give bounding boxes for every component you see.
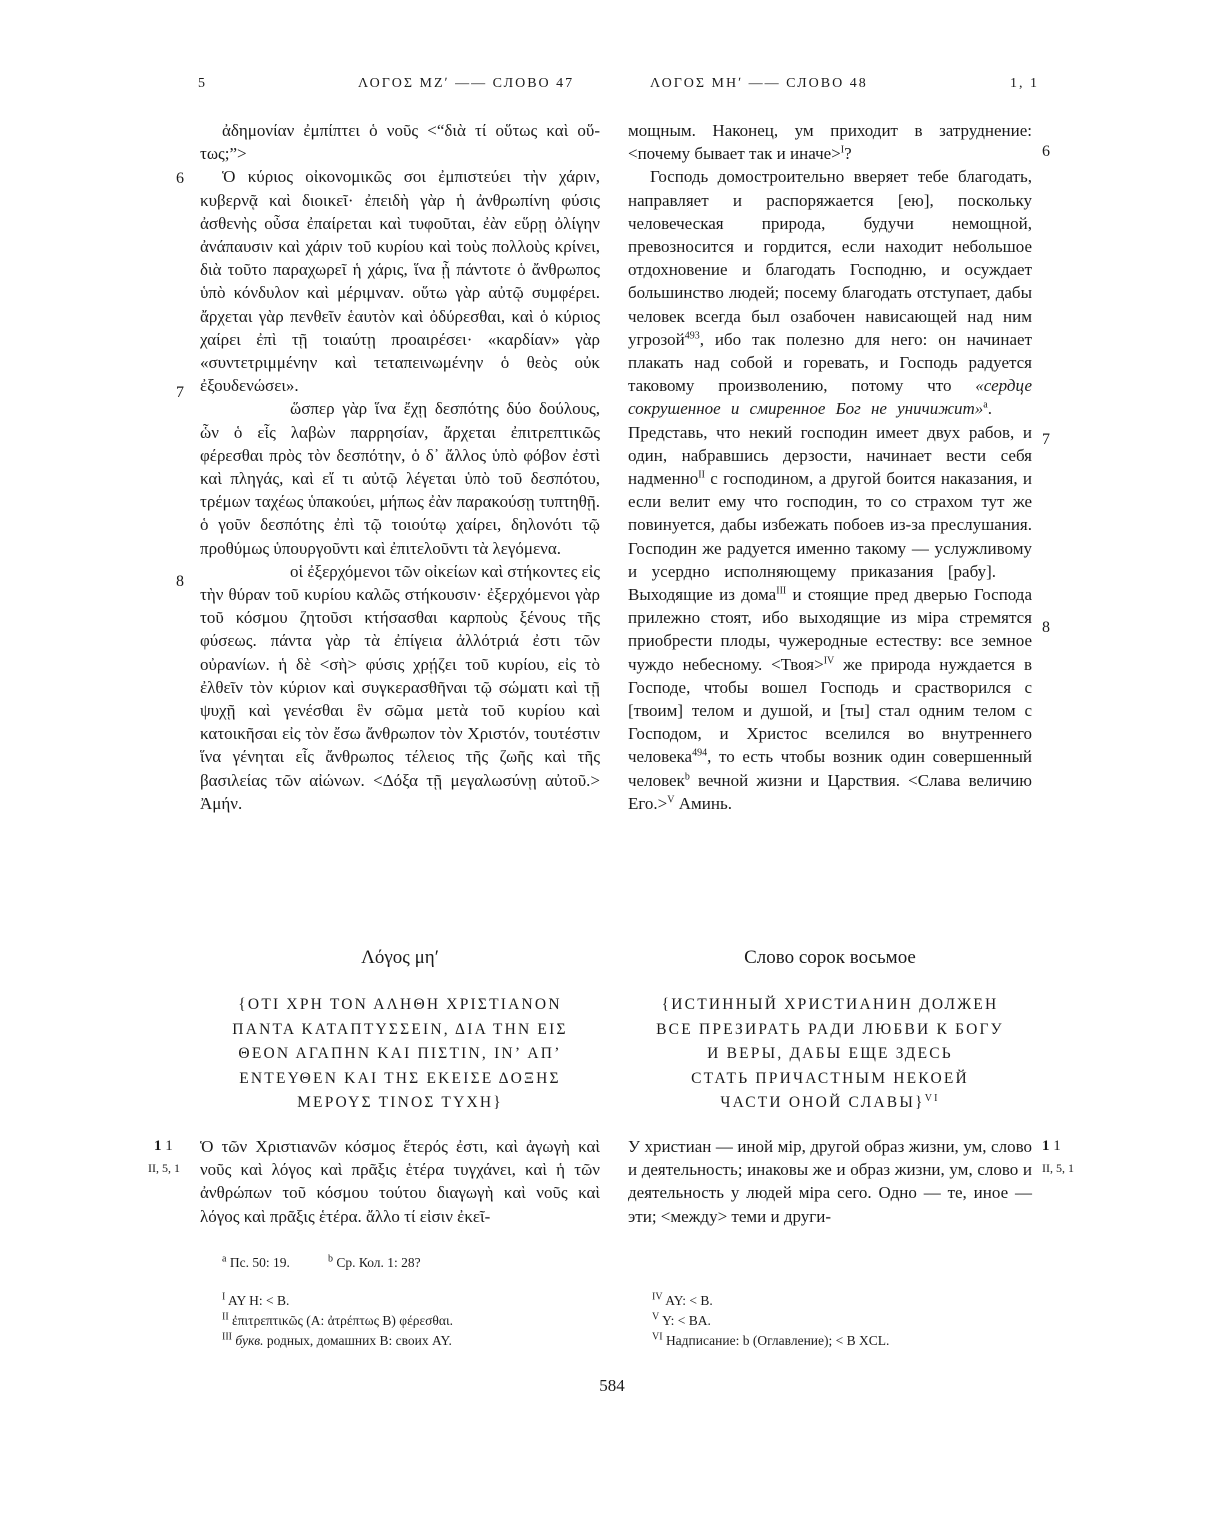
margin-number-6-right: 6 (1042, 143, 1050, 160)
scripture-quote: «сердце сокрушенное и смиренное Бог не уничижит» (628, 376, 1032, 419)
margin-section-1-1-left: 1 1 (154, 1138, 173, 1154)
russian-section-7: Представь, что некий господин имеет двух рабов, и один, набравшись дерзости, начинает вести себя надменно$^{II}$ с господином, а другой боится наказания, и если велит ему что господин, то со страхом тут же повинуется, дабы избежать побоев из-за преслушания. Господин же радуется именно такому — услужливому и усердно исполняющему приказания [рабу]. (628, 422, 1032, 581)
endnote-ref-493[interactable]: 493 (684, 330, 700, 342)
page-number: 584 (599, 1376, 625, 1395)
margin-number-6-left: 6 (176, 170, 184, 187)
greek-continuation: ἀδημονίαν ἐμπίπτει ὁ νοῦς <“διὰ τί οὕτως καὶ οὕ-τως;”> (200, 121, 600, 164)
margin-number-7-right: 7 (1042, 431, 1050, 448)
apparatus-note-VI: $^{VI}$ Надписание: b (Оглавление); < B XCL. (652, 1331, 890, 1348)
greek-section-8: οἱ ἐξερχόμενοι τῶν οἰκείων καὶ στήκοντες εἰς τὴν θύραν τοῦ κυρίου καλῶς στήκουσιν· ἐξερχόμενοι γὰρ τοῦ κόσμου ζητοῦσι κτήσασθαι καρποὺς ξένους τῆς φύσεως. πάντα γὰρ τὰ ἐπίγεια ἀλλότριά ἐστι τῶν οὐρανίων. ἡ δὲ <σὴ> φύσις χρῄζει τοῦ κυρίου, εἰς τὸ ἐλθεῖν τὸν κύριον καὶ συγκερασθῆναι τῷ σώματι καὶ τῇ ψυχῇ καὶ γενέσθαι ἓν σῶμα μετὰ τοῦ κυρίου καὶ κατοικῆσαι εἰς τὸν ἔσω ἄνθρωπον τὸν Χριστόν, τουτέστιν ἵνα γένηται εἷς ἄνθρωπος τέλειος τῆς ζωῆς καὶ τῆς βασιλείας τῶν αἰώνων. <Δόξα τῇ μεγαλωσύνῃ αὐτοῦ.> Ἀμήν. (200, 561, 600, 813)
footnote-ref-a[interactable]: a (983, 399, 988, 411)
right-running-title: ΛΟΓΟΣ ΜΗʹ —— СЛОВО 48 (650, 76, 868, 91)
footnote-a: $^a$ Пс. 50: 19. (222, 1253, 290, 1270)
margin-section-1-1-right: 1 1 (1042, 1138, 1061, 1154)
greek-title-48: Λόγος μηʹ (361, 947, 439, 968)
apparatus-note-I: $^I$ AY H: < B. (222, 1291, 290, 1308)
margin-number-8-right: 8 (1042, 619, 1050, 636)
greek-section-6: Ὁ κύριος οἰκονομικῶς σοι ἐμπιστεύει τὴν χάριν, κυβερνᾷ καὶ διοικεῖ· ἐπειδὴ γὰρ ἡ ἀνθρωπίνη φύσις ἀσθενὴς οὖσα ἐπαίρεται καὶ τυφοῦται, ἐὰν εὕρῃ ὀλίγην ἀνάπαυσιν καὶ χάριν τοῦ κυρίου καὶ τοὺς πολλοὺς κρίνει, διὰ τοῦτο παραχωρεῖ ἡ χάρις, ἵνα ᾖ πάντοτε ὁ ἄνθρωπος ὑπὸ κόνδυλον καὶ μέριμναν. οὕτω γὰρ αὐτῷ συμφέρει. ἄρχεται γὰρ πενθεῖν ἑαυτὸν καὶ ὀδύρεσθαι, καὶ ὁ κύριος χαίρει ἐπὶ τῇ τοιαύτῃ προαιρέσει· «καρδίαν» γὰρ «συντετριμμένην καὶ τεταπεινωμένην ὁ θεὸς οὐκ ἐξουδενώσει». (200, 167, 600, 396)
greek-column-47 (200, 119, 600, 815)
endnote-ref-494[interactable]: 494 (692, 747, 708, 759)
russian-title-48: Слово сорок восьмое (744, 947, 916, 968)
apparatus-note-V: $^V$ Y: < BA. (652, 1311, 711, 1328)
margin-ref-right: II, 5, 1 (1042, 1161, 1074, 1175)
left-page-number: 5 (198, 76, 207, 91)
margin-number-7-left: 7 (176, 384, 184, 401)
greek-section-7: ὥσπερ γὰρ ἵνα ἔχῃ δεσπότης δύο δούλους, ὧν ὁ εἷς λαβὼν παρρησίαν, ἄρχεται ἐπιτρεπτικῶς φέρεσθαι πρὸς τὸν δεσπότην, ὁ δ᾽ ἄλλος ὑπὸ φόβον ἐστὶ καὶ πληγάς, καὶ εἴ τι αὐτῷ λέγεται ὑπὸ τοῦ δεσπότου, τρέμων ταχέως ὑπακούει, μήπως ἐὰν παρακούσῃ τυπτηθῇ. ὁ γοῦν δεσπότης ἐπὶ τῷ τοιούτῳ χαίρει, δηλονότι τῷ προθύμως ὑπουργοῦντι καὶ ἐπιτελοῦντι τὰ λεγόμενα. (200, 399, 600, 558)
greek-subtitle-48: {ΟΤΙ ΧΡΗ ΤΟΝ ΑΛΗΘΗ ΧΡΙΣΤΙΑΝΟΝ ΠΑΝΤΑ ΚΑΤΑΠΤΥΣΣΕΙΝ, ΔΙΑ ΤΗΝ ΕΙΣ ΘΕΟΝ ΑΓΑΠΗΝ ΚΑΙ ΠΙΣΤΙΝ, ΙΝʼ ΑΠʼ ΕΝΤΕΥΘΕΝ ΚΑΙ ΤΗΣ ΕΚΕΙΣΕ ΔΟΞΗΣ ΜΕΡΟΥΣ ΤΙΝΟΣ ΤΥΧΗ} (232, 996, 568, 1111)
russian-text-48: У христиан — иной мір, другой образ жизни, ум, слово и деятельность; инаковы же и образ жизни, ум, слово и деятельность у людей міра сего. Одно — те, иное — эти; <между> теми и други- (628, 1137, 1032, 1226)
margin-number-8-left: 8 (176, 573, 184, 590)
apparatus-left (222, 1291, 453, 1351)
footnote-b: $^b$ Ср. Кол. 1: 28? (328, 1253, 421, 1270)
apparatus-note-II: $^{II}$ ἐπιτρεπτικῶς (A: ἀτρέπτως B) φέρεσθαι. (222, 1311, 453, 1328)
footnote-ref-b[interactable]: b (684, 771, 690, 783)
margin-ref-left: II, 5, 1 (148, 1161, 180, 1175)
apparatus-note-III: $^{III}$ букв. родных, домашних B: своих AY. (222, 1331, 452, 1348)
apparatus-note-IV: $^{IV}$ AY: < B. (652, 1291, 713, 1308)
russian-section-8: Выходящие из дома$^{III}$ и стоящие пред дверью Господа прилежно стоят, ибо выходящие из міра стремятся приобрести плоды, чужеродные естеству: все земное чуждо небесному. <Твоя>$^{IV}$ же природа нуждается в Господе, чтобы вошел Господь и срастворился с [твоим] телом и душой, и [ты] стал одним телом с Господом, и Христос вселился во внутреннего человека$^{494}$, то есть чтобы возник один совершенный человек$^b$ вечной жизни и Царствия. <Слава величию Его.>$^V$ Аминь. (628, 585, 1033, 813)
russian-continuation: мощным. Наконец, ум приходит в затруднение: <почему бывает так и иначе>$^I$? (628, 121, 1032, 164)
right-reference: 1, 1 (1010, 76, 1039, 91)
russian-column-47 (628, 119, 1032, 815)
apparatus-right (652, 1291, 889, 1351)
greek-text-48: Ὁ τῶν Χριστιανῶν κόσμος ἕτερός ἐστι, καὶ ἀγωγὴ καὶ νοῦς καὶ λόγος καὶ πρᾶξις ἑτέρα τυγχάνει, καὶ ἡ τῶν ἀνθρώπων τοῦ κόσμου τούτου διαγωγὴ καὶ νοῦς καὶ λόγος καὶ πρᾶξις ἑτέρα. ἄλλο τί εἰσιν ἐκεῖ- (200, 1137, 600, 1226)
left-running-title: ΛΟΓΟΣ ΜΖʹ —— СЛОВО 47 (358, 76, 575, 91)
russian-subtitle-48: {ИСТИННЫЙ ХРИСТИАНИН ДОЛЖЕН ВСЕ ПРЕЗИРАТЬ РАДИ ЛЮБВИ К БОГУ И ВЕРЫ, ДАБЫ ЕЩЕ ЗДЕСЬ СТАТЬ ПРИЧАСТНЫМ НЕКОЕЙ ЧАСТИ ОНОЙ СЛАВЫ}$^{VI}$ (656, 996, 1004, 1111)
russian-section-6: Господь домостроительно вверяет тебе благодать, направляет и распоряжается [ею], поскольку человеческая природа, будучи немощной, превозносится и гордится, если находит небольшое отдохновение и благодать Господню, и осуждает большинство людей; посему благодать отступает, дабы человек всегда был озабочен нависающей над ним угрозой$^{493}$, ибо так полезно для него: он начинает плакать над собой и горевать, и Господь радуется таковому произволению, потому что «сердце сокрушенное и смиренное Бог не уничижит»$^a$.Представь, что некий господин имеет двух рабов, и один, набравшись дерзости, начинает вести себя надменно$^{II}$ с господином, а другой боится наказания, и если велит ему что господин, то со страхом тут же повинуется, дабы избежать побоев из-за преслушания. Господин же радуется именно такому — услужливому и усердно исполняющему приказания [рабу].Выходящие из дома$^{III}$ и стоящие пред дверью Господа прилежно стоят, ибо выходящие из міра стремятся приобрести плоды, чужеродные естеству: все земное чуждо небесному. <Твоя>$^{IV}$ же природа нуждается в Господе, чтобы вошел Господь и срастворился с [твоим] телом и душой, и [ты] стал одним телом с Господом, и Христос вселился во внутреннего человека$^{494}$, то есть чтобы возник один совершенный человек$^b$ вечной жизни и Царствия. <Слава величию Его.>$^V$ Аминь. (628, 167, 1033, 813)
